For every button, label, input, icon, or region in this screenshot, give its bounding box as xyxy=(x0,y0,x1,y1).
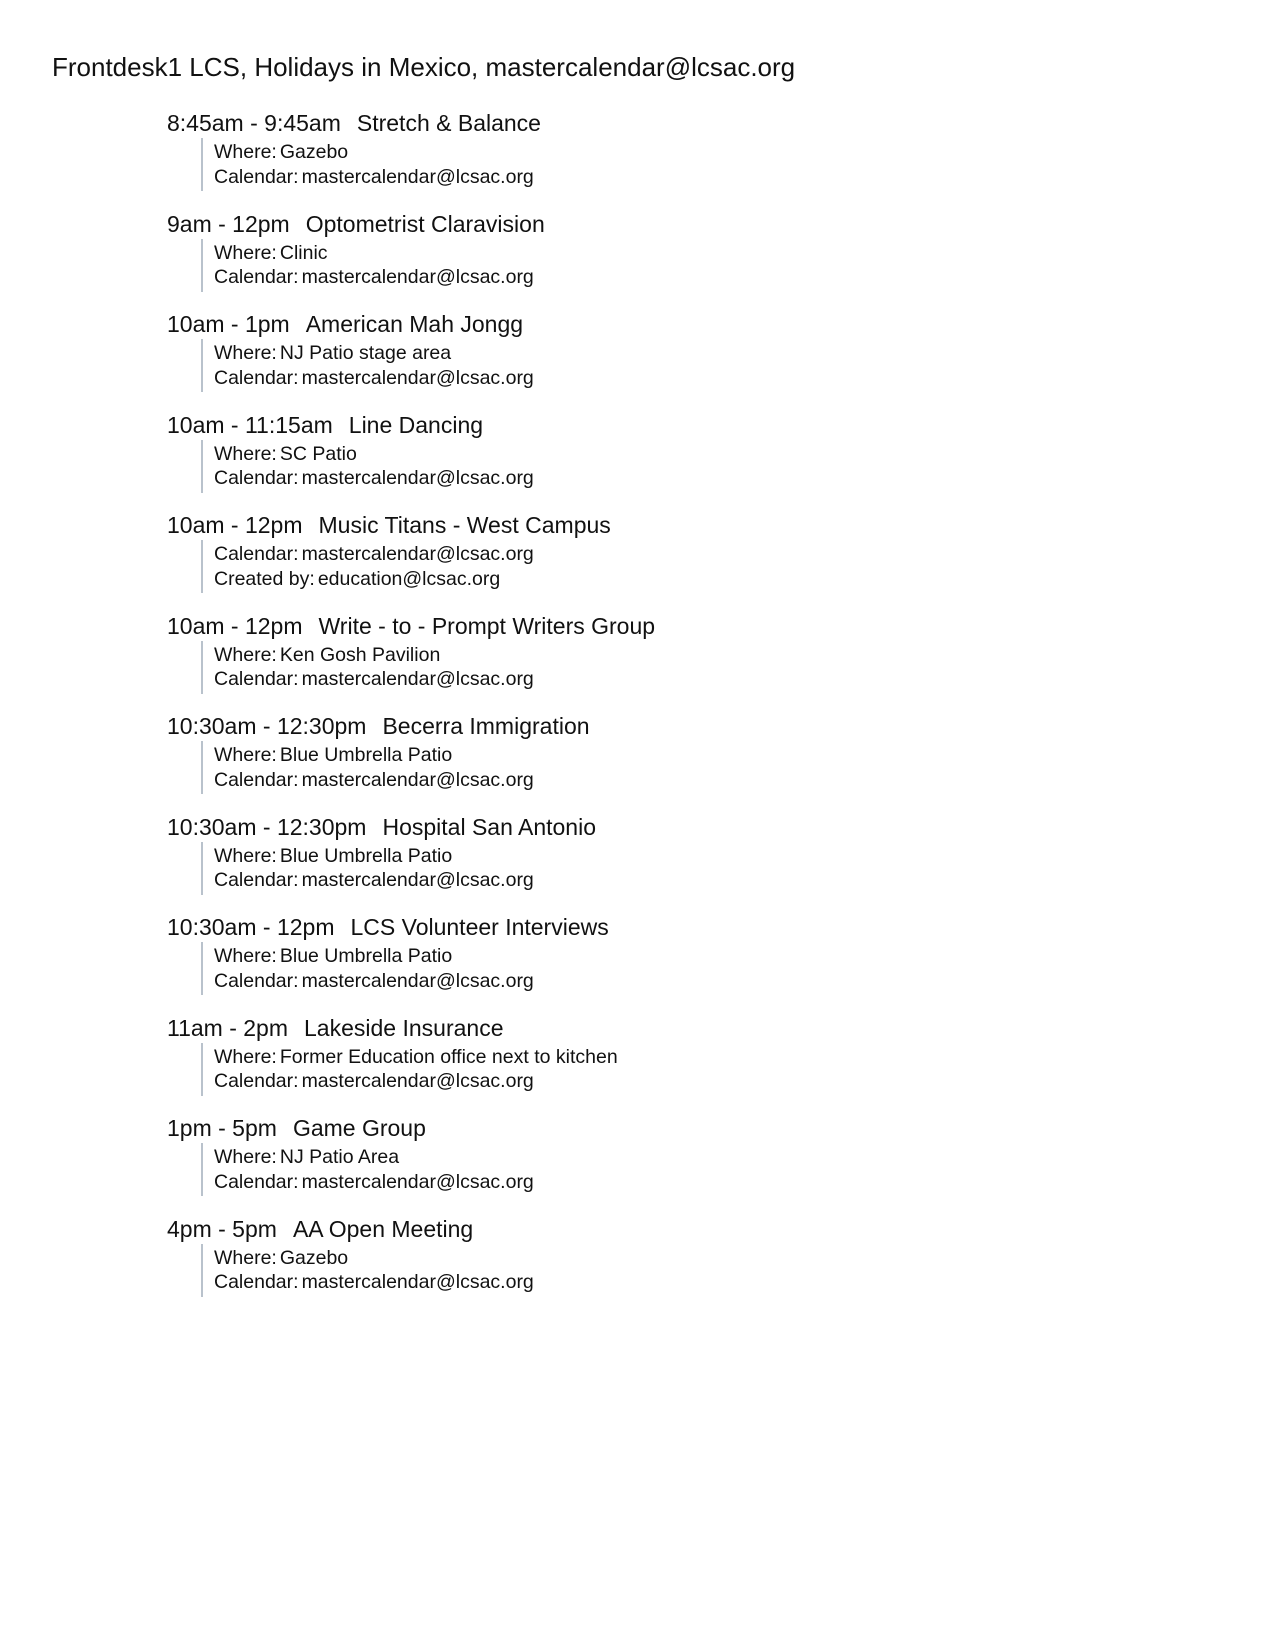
event-details xyxy=(201,239,1167,292)
detail-label: Where: xyxy=(214,945,277,967)
detail-label: Created by: xyxy=(214,567,315,590)
event-item xyxy=(167,1214,1167,1315)
event-time: 10:30am - 12:30pm xyxy=(167,713,367,739)
event-time: 10:30am - 12:30pm xyxy=(167,813,367,840)
event-details xyxy=(201,339,1167,392)
event-detail-row xyxy=(214,567,1167,592)
detail-label: Calendar: xyxy=(214,668,299,690)
event-details xyxy=(201,1043,1167,1096)
event-heading xyxy=(167,711,1167,741)
detail-value: Blue Umbrella Patio xyxy=(279,744,453,766)
detail-value: Blue Umbrella Patio xyxy=(279,844,453,867)
event-title: Lakeside Insurance xyxy=(304,1014,504,1041)
detail-value: Gazebo xyxy=(279,1246,349,1269)
event-details xyxy=(201,1143,1167,1196)
detail-label: Where: xyxy=(214,1045,277,1068)
event-title: Becerra Immigration xyxy=(382,713,590,739)
detail-label: Where: xyxy=(214,241,277,264)
event-time: 10:30am - 12pm xyxy=(167,914,335,940)
detail-value: mastercalendar@lcsac.org xyxy=(301,1271,534,1293)
event-item xyxy=(167,1013,1167,1114)
event-item xyxy=(167,1113,1167,1214)
detail-value: NJ Patio stage area xyxy=(279,342,452,364)
event-heading xyxy=(167,1013,1167,1043)
event-details xyxy=(201,1244,1167,1297)
event-heading xyxy=(167,410,1167,440)
event-detail-row xyxy=(214,241,1167,266)
event-heading xyxy=(167,812,1167,842)
detail-value: mastercalendar@lcsac.org xyxy=(301,1070,534,1092)
event-time: 4pm - 5pm xyxy=(167,1215,277,1242)
event-detail-row xyxy=(214,1270,1167,1295)
event-detail-row xyxy=(214,667,1167,692)
detail-label: Calendar: xyxy=(214,266,299,288)
event-item xyxy=(167,510,1167,611)
event-detail-row xyxy=(214,442,1167,467)
event-title: AA Open Meeting xyxy=(292,1215,474,1242)
event-heading xyxy=(167,309,1167,339)
detail-label: Where: xyxy=(214,1246,277,1269)
event-title: Music Titans - West Campus xyxy=(318,512,611,538)
event-list xyxy=(167,108,1167,1314)
event-heading xyxy=(167,1113,1167,1143)
event-time: 1pm - 5pm xyxy=(167,1115,277,1141)
event-title: Line Dancing xyxy=(348,411,484,438)
detail-label: Calendar: xyxy=(214,1070,299,1092)
event-detail-row xyxy=(214,768,1167,793)
event-detail-row xyxy=(214,1045,1167,1070)
detail-label: Calendar: xyxy=(214,543,299,565)
detail-value: mastercalendar@lcsac.org xyxy=(301,969,534,992)
event-item xyxy=(167,209,1167,310)
detail-label: Where: xyxy=(214,744,277,766)
event-detail-row xyxy=(214,542,1167,567)
event-title: LCS Volunteer Interviews xyxy=(350,914,609,940)
event-item xyxy=(167,711,1167,812)
event-heading xyxy=(167,912,1167,942)
detail-value: Clinic xyxy=(279,241,328,264)
event-time: 10am - 1pm xyxy=(167,311,290,337)
event-item xyxy=(167,812,1167,913)
detail-label: Calendar: xyxy=(214,467,299,489)
event-heading xyxy=(167,510,1167,540)
event-details xyxy=(201,641,1167,694)
detail-label: Calendar: xyxy=(214,366,299,389)
event-details xyxy=(201,540,1167,593)
detail-value: mastercalendar@lcsac.org xyxy=(301,668,534,690)
event-item xyxy=(167,108,1167,209)
detail-label: Calendar: xyxy=(214,869,299,891)
event-detail-row xyxy=(214,265,1167,290)
event-time: 8:45am - 9:45am xyxy=(167,110,341,136)
detail-label: Calendar: xyxy=(214,969,299,992)
detail-value: mastercalendar@lcsac.org xyxy=(301,768,534,791)
event-detail-row xyxy=(214,1145,1167,1170)
event-detail-row xyxy=(214,643,1167,668)
detail-value: Blue Umbrella Patio xyxy=(279,945,453,967)
detail-label: Where: xyxy=(214,141,277,163)
event-details xyxy=(201,138,1167,191)
event-detail-row xyxy=(214,944,1167,969)
detail-label: Where: xyxy=(214,342,277,364)
event-heading xyxy=(167,1214,1167,1244)
event-time: 11am - 2pm xyxy=(167,1014,289,1041)
event-detail-row xyxy=(214,140,1167,165)
event-detail-row xyxy=(214,868,1167,893)
detail-value: mastercalendar@lcsac.org xyxy=(301,543,534,565)
event-details xyxy=(201,942,1167,995)
detail-value: mastercalendar@lcsac.org xyxy=(301,266,534,288)
detail-value: education@lcsac.org xyxy=(317,567,501,590)
detail-label: Where: xyxy=(214,643,277,666)
detail-label: Calendar: xyxy=(214,1271,299,1293)
event-detail-row xyxy=(214,844,1167,869)
event-title: Hospital San Antonio xyxy=(382,813,596,840)
detail-value: mastercalendar@lcsac.org xyxy=(301,869,534,891)
event-title: Game Group xyxy=(292,1115,426,1141)
event-details xyxy=(201,440,1167,493)
page-title: Frontdesk1 LCS, Holidays in Mexico, mastercalendar@lcsac.org xyxy=(52,52,796,82)
event-detail-row xyxy=(214,743,1167,768)
event-detail-row xyxy=(214,969,1167,994)
event-title: Optometrist Claravision xyxy=(305,210,545,237)
detail-value: SC Patio xyxy=(279,442,357,465)
event-time: 10am - 12pm xyxy=(167,612,303,639)
detail-label: Calendar: xyxy=(214,768,299,791)
event-heading xyxy=(167,611,1167,641)
event-detail-row xyxy=(214,341,1167,366)
event-details xyxy=(201,741,1167,794)
detail-label: Where: xyxy=(214,442,277,465)
event-item xyxy=(167,912,1167,1013)
detail-value: mastercalendar@lcsac.org xyxy=(301,165,534,188)
detail-label: Calendar: xyxy=(214,1170,299,1193)
detail-value: mastercalendar@lcsac.org xyxy=(301,1170,534,1193)
detail-value: NJ Patio Area xyxy=(279,1146,400,1168)
event-time: 9am - 12pm xyxy=(167,210,290,237)
event-detail-row xyxy=(214,466,1167,491)
detail-value: mastercalendar@lcsac.org xyxy=(301,366,534,389)
event-title: Stretch & Balance xyxy=(356,110,541,136)
event-detail-row xyxy=(214,165,1167,190)
event-item xyxy=(167,309,1167,410)
event-item xyxy=(167,611,1167,712)
event-time: 10am - 11:15am xyxy=(167,411,333,438)
detail-label: Where: xyxy=(214,1146,277,1168)
event-item xyxy=(167,410,1167,511)
detail-label: Where: xyxy=(214,844,277,867)
detail-value: mastercalendar@lcsac.org xyxy=(301,467,534,489)
event-title: American Mah Jongg xyxy=(305,311,524,337)
event-time: 10am - 12pm xyxy=(167,512,303,538)
event-title: Write - to - Prompt Writers Group xyxy=(318,612,656,639)
event-detail-row xyxy=(214,366,1167,391)
event-detail-row xyxy=(214,1170,1167,1195)
event-heading xyxy=(167,209,1167,239)
detail-value: Gazebo xyxy=(279,141,349,163)
detail-label: Calendar: xyxy=(214,165,299,188)
event-detail-row xyxy=(214,1069,1167,1094)
event-detail-row xyxy=(214,1246,1167,1271)
detail-value: Ken Gosh Pavilion xyxy=(279,643,441,666)
event-heading xyxy=(167,108,1167,138)
detail-value: Former Education office next to kitchen xyxy=(279,1045,618,1068)
event-details xyxy=(201,842,1167,895)
